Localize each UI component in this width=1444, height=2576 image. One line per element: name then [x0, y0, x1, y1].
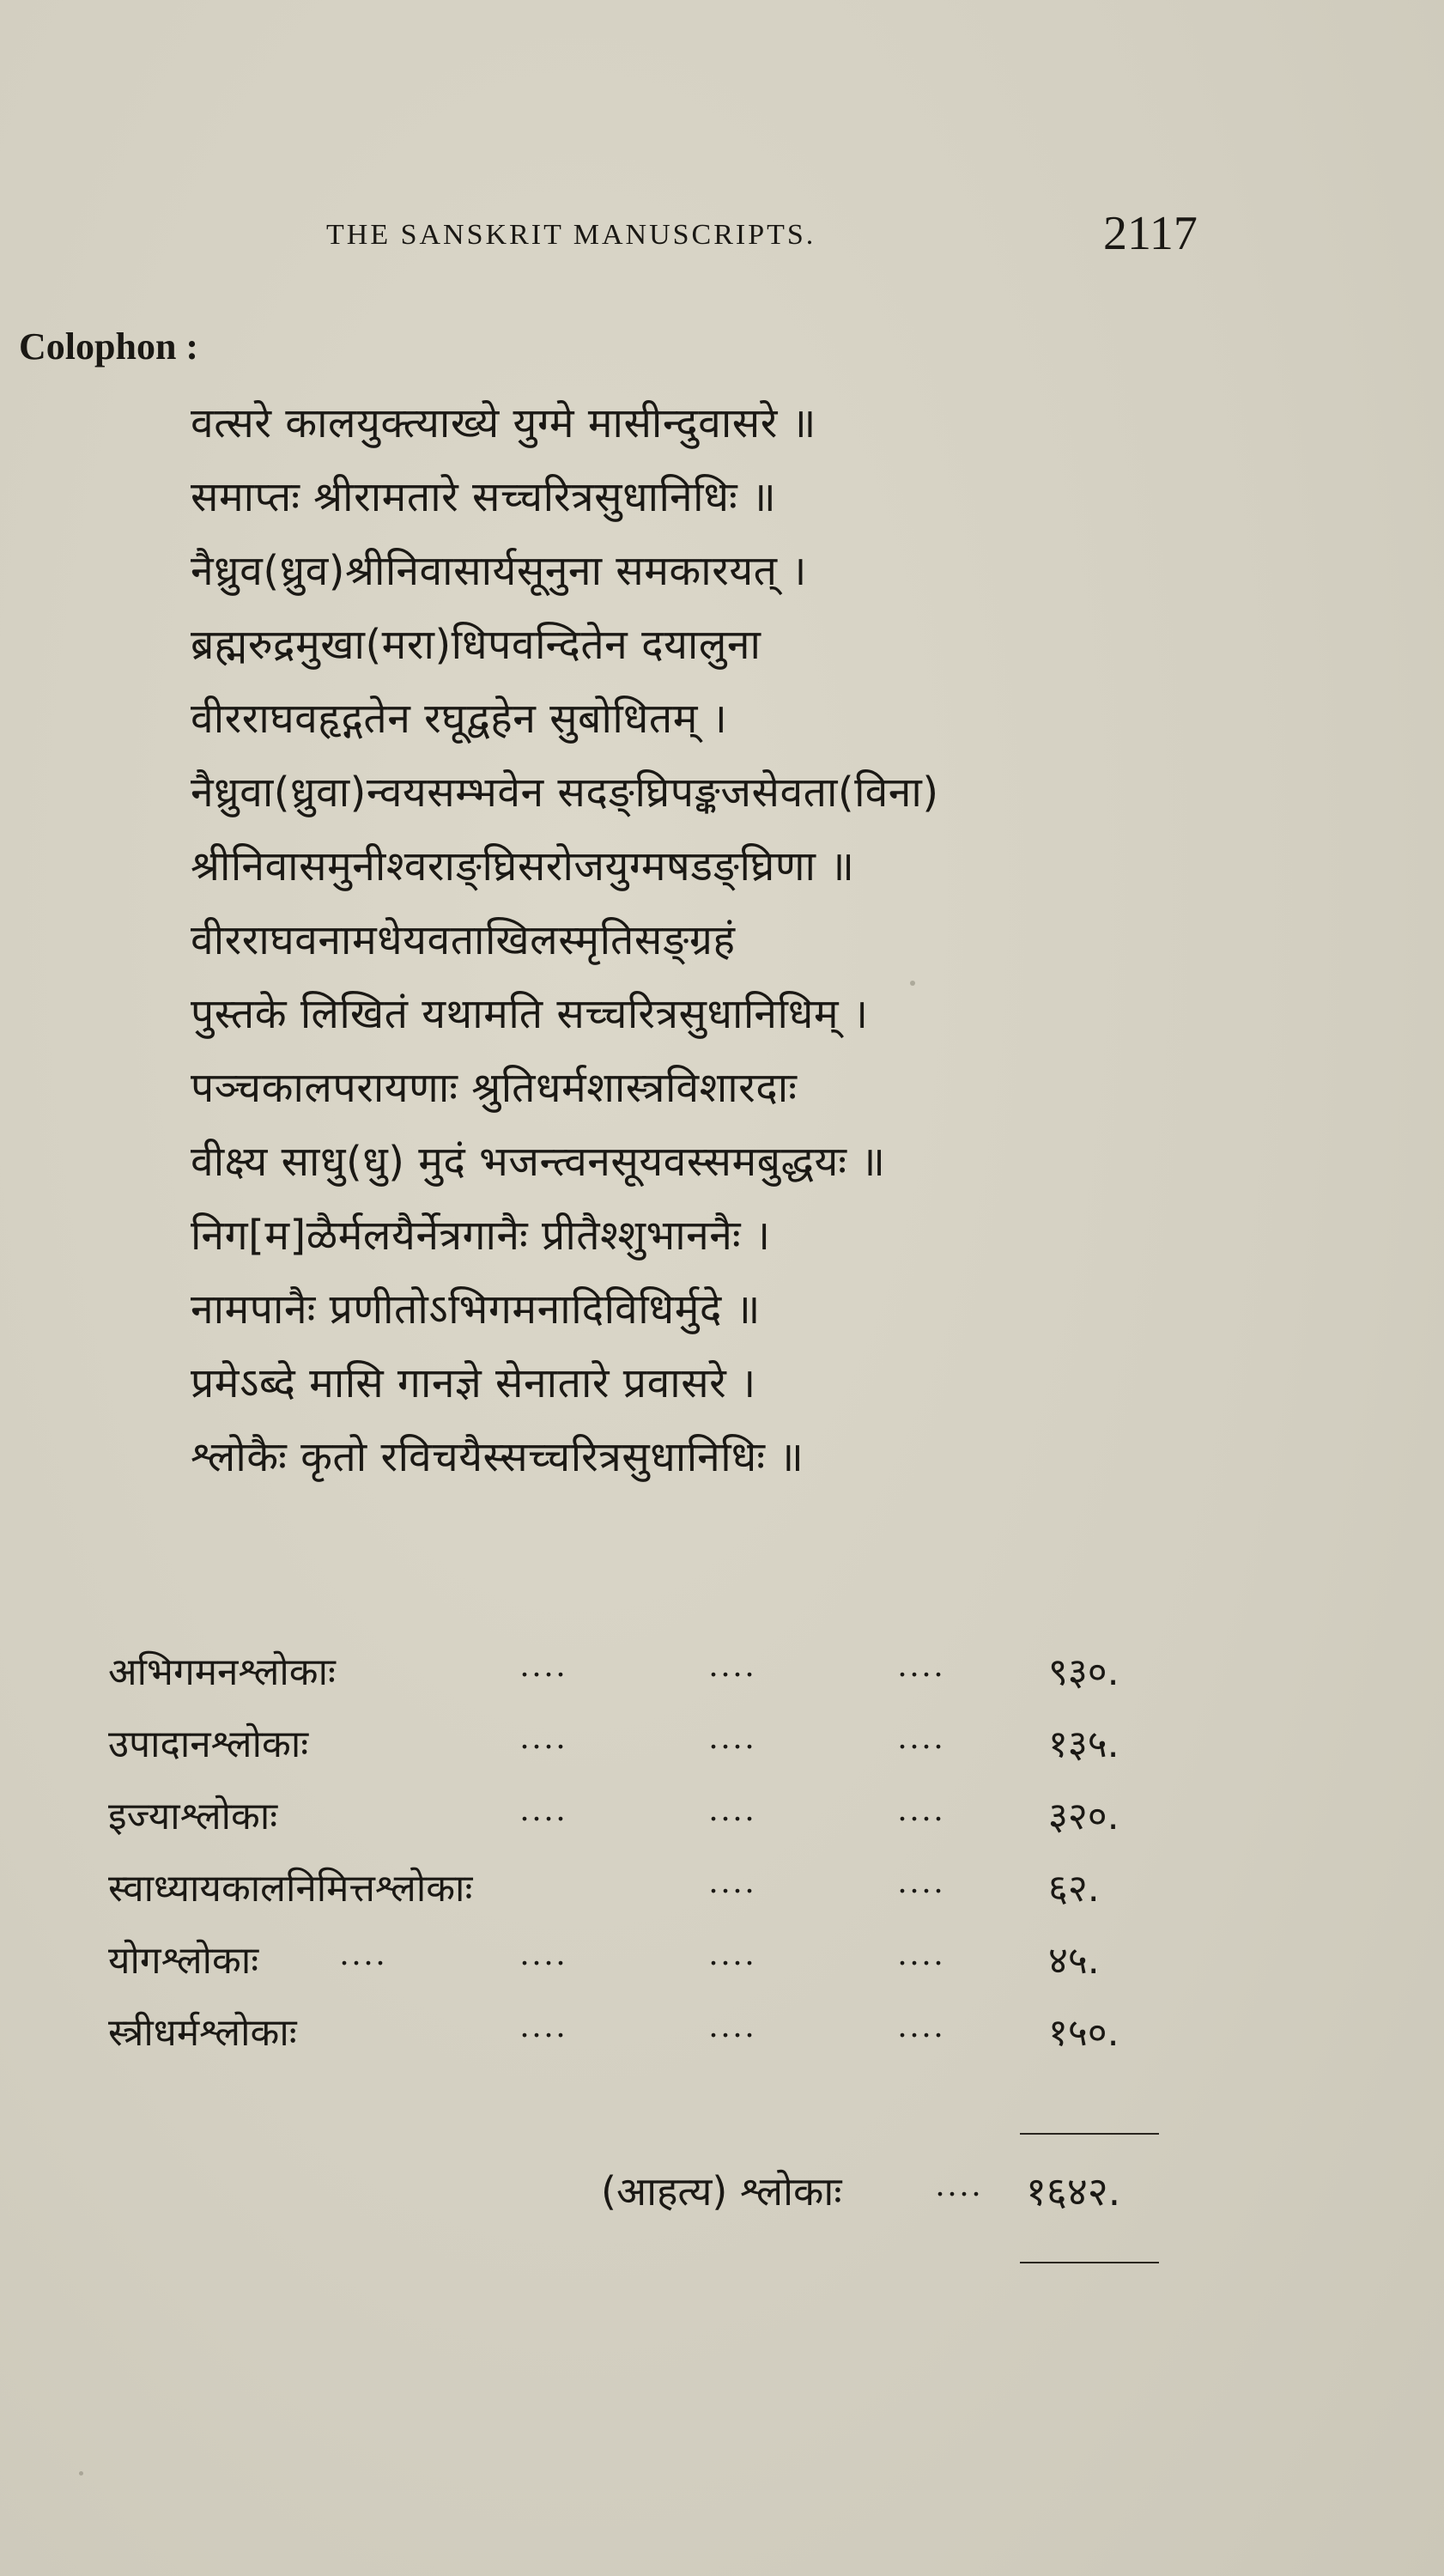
shloka-count-table: [108, 1644, 1190, 2077]
verse-line: वीक्ष्य साधु(धु) मुदं भजन्त्वनसूयवस्समबुद्धयः ॥: [191, 1138, 886, 1186]
count-label: स्वाध्यायकालनिमित्तश्लोकाः: [108, 1867, 473, 1911]
page-number: 2117: [1103, 207, 1198, 260]
dot-leader: ....: [898, 1645, 946, 1684]
count-row: [108, 1933, 1190, 1988]
total-label: (आहत्य) श्लोकाः: [601, 2168, 842, 2215]
count-row: [108, 1789, 1190, 1844]
verse-line: वीरराघवहृद्गतेन रघूद्वहेन सुबोधितम् ।: [191, 695, 728, 743]
dot-leader: ....: [709, 1645, 757, 1684]
sum-rule-top: [1020, 2133, 1159, 2135]
total-row: [601, 2164, 1202, 2224]
verse-line: नामपानैः प्रणीतोऽभिगमनादिविधिर्मुदे ॥: [191, 1285, 761, 1334]
dot-leader: ....: [520, 1934, 568, 1972]
verse-line: वीरराघवनामधेयवताखिलस्मृतिसङ्ग्रहं: [191, 916, 736, 964]
verse-line: नैध्रुवा(ध्रुवा)न्वयसम्भवेन सदङ्घ्रिपङ्कजसेवता(विना): [191, 769, 939, 817]
dot-leader: ....: [936, 2165, 984, 2203]
total-value: १६४२.: [1026, 2168, 1121, 2215]
paper-speck: [79, 2471, 83, 2476]
dot-leader: ....: [709, 1862, 757, 1900]
dot-leader: ....: [898, 1862, 946, 1900]
verse-line: प्रमेऽब्दे मासि गानज्ञे सेनातारे प्रवासरे ।: [191, 1359, 756, 1407]
count-row: [108, 1861, 1190, 1916]
verse-line: श्रीनिवासमुनीश्वराङ्घ्रिसरोजयुग्मषडङ्घ्रिणा ॥: [191, 842, 855, 890]
dot-leader: ....: [898, 1717, 946, 1756]
dot-leader: ....: [709, 1934, 757, 1972]
count-value: १५०.: [1048, 2011, 1119, 2055]
verse-line: नैध्रुव(ध्रुव)श्रीनिवासार्यसूनुना समकारयत् ।: [191, 547, 807, 595]
dot-leader: ....: [520, 2006, 568, 2044]
verse-line: पञ्चकालपरायणाः श्रुतिधर्मशास्त्रविशारदाः: [191, 1064, 798, 1112]
dot-leader: ....: [520, 1717, 568, 1756]
count-row: [108, 2005, 1190, 2060]
dot-leader: ....: [898, 1934, 946, 1972]
verse-line: निग[म]ळैर्मलयैर्नेत्रगानैः प्रीतैश्शुभाननैः ।: [191, 1212, 771, 1260]
sum-rule-bottom: [1020, 2262, 1159, 2263]
verse-line: समाप्तः श्रीरामतारे सच्चरित्रसुधानिधिः ॥: [191, 473, 777, 521]
colophon-verses: [191, 399, 1375, 1507]
verse-line: ब्रह्मरुद्रमुखा(मरा)धिपवन्दितेन दयालुना: [191, 621, 761, 669]
dot-leader: ....: [898, 2006, 946, 2044]
count-label: योगश्लोकाः: [108, 1939, 259, 1983]
dot-leader: ....: [709, 1717, 757, 1756]
count-value: ९३०.: [1048, 1650, 1119, 1694]
count-row: [108, 1644, 1190, 1699]
count-label: अभिगमनश्लोकाः: [108, 1650, 336, 1694]
dot-leader: ....: [520, 1645, 568, 1684]
dot-leader: ....: [709, 2006, 757, 2044]
count-value: ६२.: [1048, 1867, 1100, 1911]
verse-line: वत्सरे कालयुक्त्याख्ये युग्मे मासीन्दुवासरे ॥: [191, 399, 816, 447]
count-value: ३२०.: [1048, 1795, 1119, 1838]
paper-speck: [910, 981, 915, 986]
dot-leader: ....: [520, 1789, 568, 1828]
count-label: स्त्रीधर्मश्लोकाः: [108, 2011, 297, 2055]
dot-leader: ....: [898, 1789, 946, 1828]
count-label: उपादानश्लोकाः: [108, 1722, 309, 1766]
dot-leader: ....: [709, 1789, 757, 1828]
count-label: इज्याश्लोकाः: [108, 1795, 278, 1838]
colophon-heading: Colophon :: [19, 325, 199, 368]
count-value: ४५.: [1048, 1939, 1100, 1983]
dot-leader: ....: [340, 1934, 388, 1972]
count-value: १३५.: [1048, 1722, 1119, 1766]
verse-line: श्लोकैः कृतो रविचयैस्सच्चरित्रसुधानिधिः ॥: [191, 1433, 804, 1481]
count-row: [108, 1716, 1190, 1771]
running-title: THE SANSKRIT MANUSCRIPTS.: [326, 219, 816, 251]
verse-line: पुस्तके लिखितं यथामति सच्चरित्रसुधानिधिम् ।: [191, 990, 869, 1038]
